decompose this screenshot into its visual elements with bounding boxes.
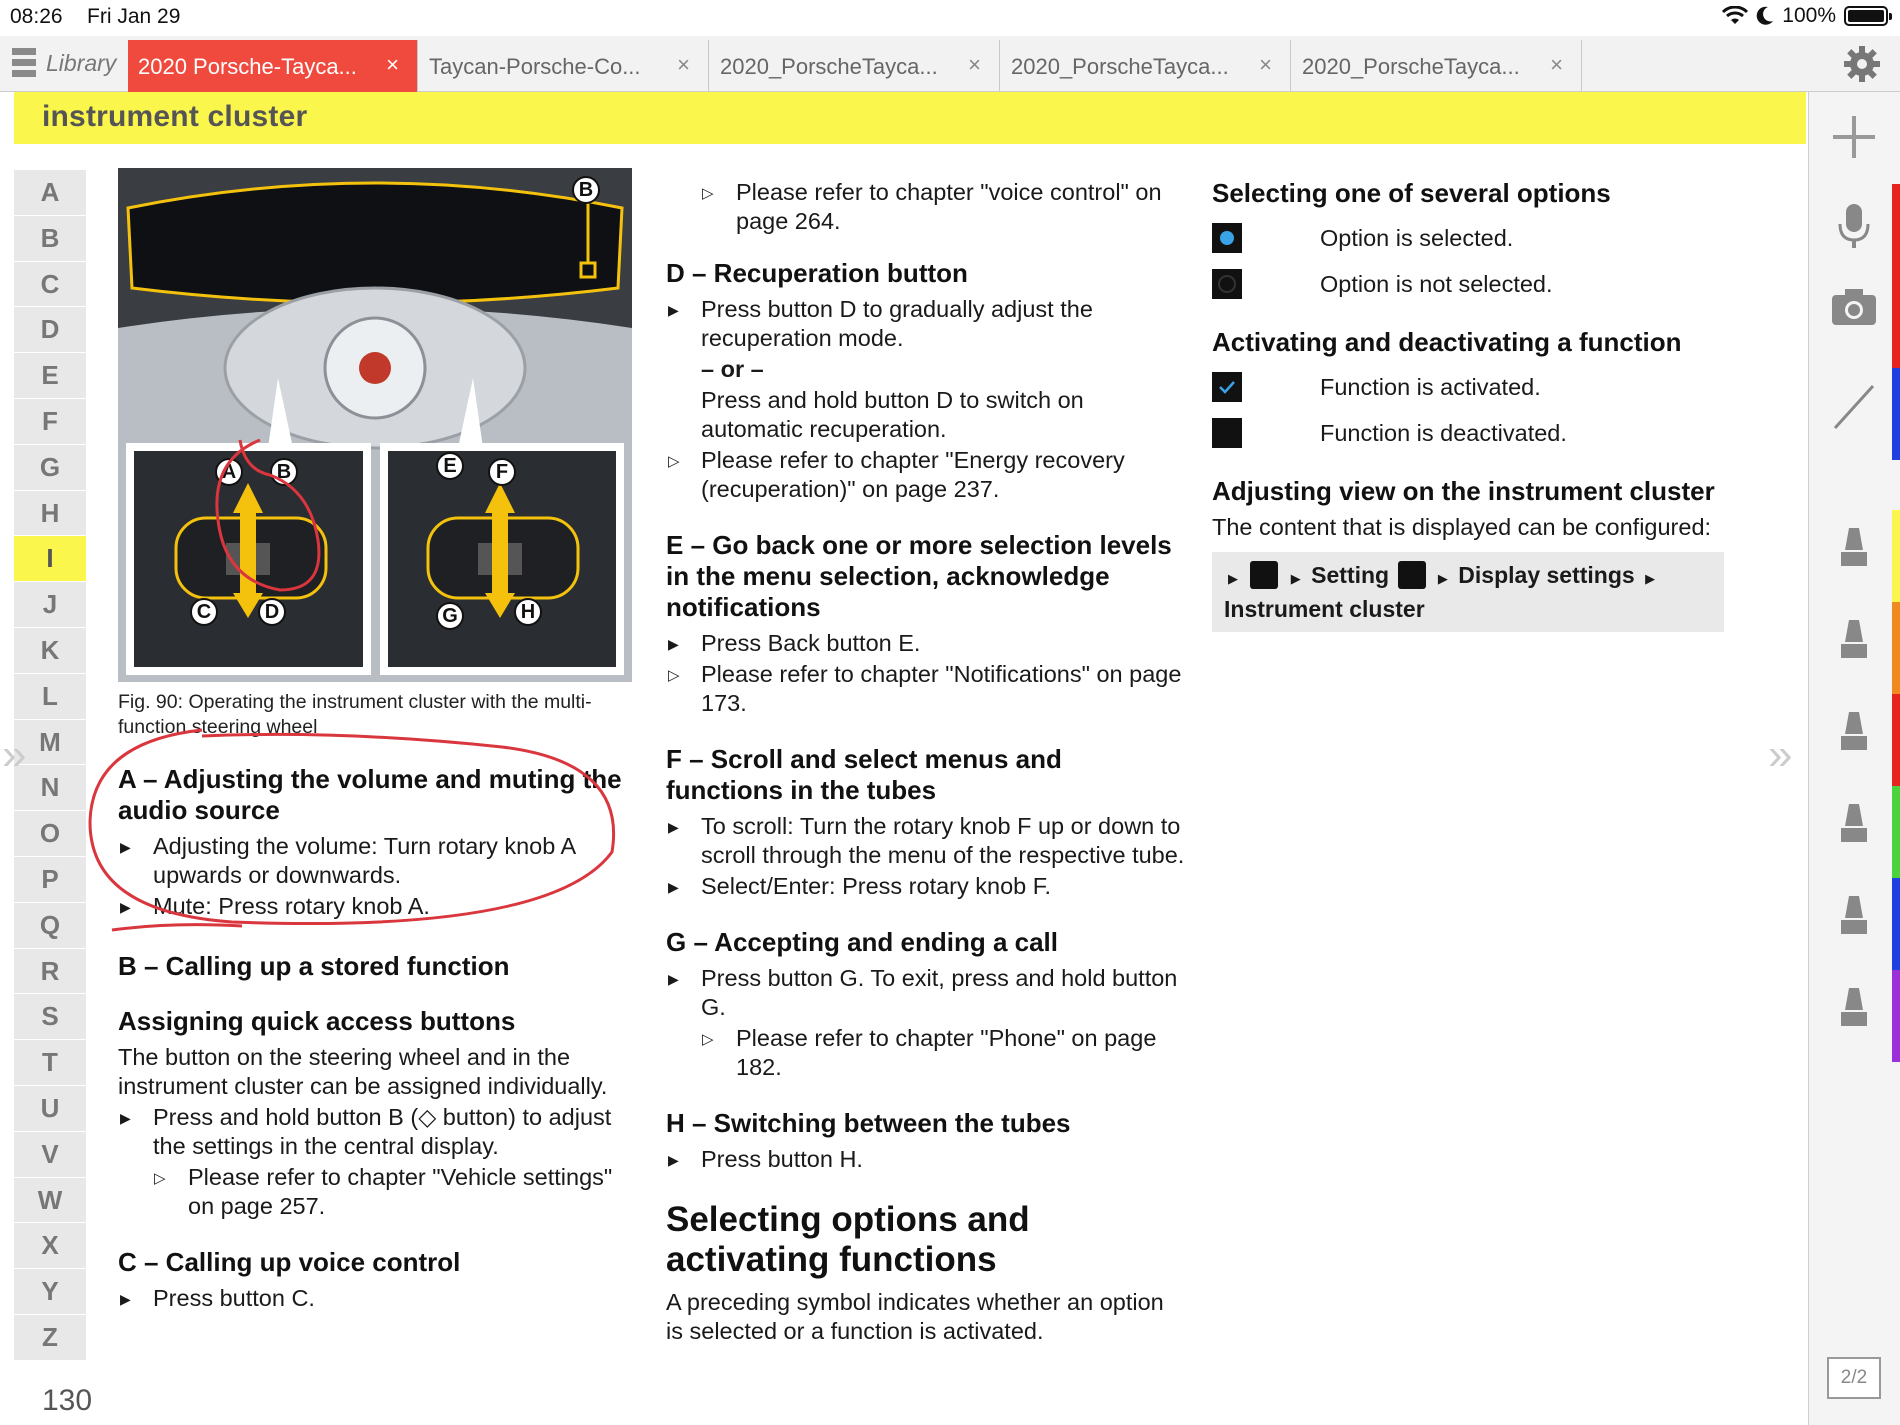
close-icon[interactable]: ×: [677, 52, 690, 77]
index-letter-a[interactable]: A: [14, 170, 86, 216]
close-icon[interactable]: ×: [1259, 52, 1272, 77]
function-deactivated-label: Function is deactivated.: [1320, 419, 1567, 446]
arrow-right-icon: ▶: [1645, 571, 1656, 586]
color-swatch-blue[interactable]: [1892, 878, 1900, 970]
figure-label-e: E: [436, 452, 464, 480]
highlighter-icon[interactable]: [1829, 890, 1879, 940]
option-not-selected-row: [1212, 261, 1732, 307]
battery-percent: 100%: [1782, 4, 1836, 27]
arrow-right-icon: ▶: [1228, 571, 1238, 586]
status-time: 08:26: [10, 5, 63, 28]
section-b-title: B – Calling up a stored function: [118, 951, 510, 981]
tab-3[interactable]: [710, 40, 1000, 92]
pen-icon[interactable]: [1829, 382, 1879, 432]
index-letter-t[interactable]: T: [14, 1040, 86, 1086]
index-letter-c[interactable]: C: [14, 262, 86, 308]
index-letter-p[interactable]: P: [14, 857, 86, 903]
index-letter-o[interactable]: O: [14, 811, 86, 857]
highlighter-icon[interactable]: [1829, 614, 1879, 664]
index-letter-l[interactable]: L: [14, 674, 86, 720]
section-h-bullet: ▶ Press button H.: [666, 1145, 1186, 1174]
section-c-title: C – Calling up voice control: [118, 1247, 461, 1277]
battery-icon: [1844, 6, 1888, 26]
page-number: 130: [42, 1384, 93, 1417]
figure-label-b2: B: [270, 458, 298, 486]
column-3: [1212, 178, 1732, 658]
tab-1[interactable]: [128, 40, 418, 92]
gear-icon[interactable]: [1842, 44, 1882, 84]
options-title: Selecting one of several options: [1212, 178, 1611, 208]
annotation-toolbar: [1808, 92, 1900, 1425]
column-2: [666, 178, 1186, 1372]
selecting-options-text: A preceding symbol indicates whether an option is selected or a function is activated.: [666, 1289, 1164, 1344]
section-d-text: Press and hold button D to switch on automatic recuperation.: [701, 387, 1084, 442]
option-selected-label: Option is selected.: [1320, 224, 1514, 251]
figure-label-a: A: [215, 458, 243, 486]
section-d-sub: ▷ Please refer to chapter "Energy recovery (recuperation)" on page 237.: [666, 446, 1186, 504]
section-g-title: G – Accepting and ending a call: [666, 927, 1059, 957]
close-icon[interactable]: ×: [386, 52, 399, 77]
index-letter-b[interactable]: B: [14, 216, 86, 262]
index-letter-f[interactable]: F: [14, 399, 86, 445]
index-letter-q[interactable]: Q: [14, 903, 86, 949]
color-swatch-purple[interactable]: [1892, 970, 1900, 1062]
moon-icon: [1756, 6, 1774, 26]
close-icon[interactable]: ×: [1550, 52, 1563, 77]
highlighter-icon[interactable]: [1829, 982, 1879, 1032]
figure-label-b: B: [572, 176, 600, 204]
section-c-bullet: ▶ Press button C.: [118, 1284, 638, 1313]
index-letter-d[interactable]: D: [14, 307, 86, 353]
microphone-icon[interactable]: [1829, 200, 1879, 250]
section-f-bullet: ▶ Select/Enter: Press rotary knob F.: [666, 872, 1186, 901]
section-a-bullet: ▶ Adjusting the volume: Turn rotary knob A upwards or downwards.: [118, 832, 638, 890]
index-letter-s[interactable]: S: [14, 994, 86, 1040]
index-letter-z[interactable]: Z: [14, 1315, 86, 1361]
section-a-bullet: ▶ Mute: Press rotary knob A.: [118, 892, 638, 921]
section-d-bullet: ▶ Press button D to gradually adjust the recuperation mode.: [666, 295, 1186, 353]
color-swatch-red[interactable]: [1892, 184, 1900, 368]
chapter-header: [14, 92, 1806, 144]
steering-wheel-figure: [118, 168, 632, 682]
option-not-selected-label: Option is not selected.: [1320, 270, 1553, 297]
tab-label: Taycan-Porsche-Co...: [429, 54, 641, 79]
camera-icon[interactable]: [1829, 282, 1879, 332]
nav-instrument-cluster: Instrument cluster: [1224, 596, 1425, 622]
index-letter-u[interactable]: U: [14, 1086, 86, 1132]
activate-title: Activating and deactivating a function: [1212, 327, 1682, 357]
figure-label-d: D: [258, 598, 286, 626]
index-letter-y[interactable]: Y: [14, 1269, 86, 1315]
figure-caption: Fig. 90: Operating the instrument cluster with the multi-function steering wheel: [118, 691, 592, 738]
function-deactivated-row: [1212, 410, 1732, 456]
figure-label-h: H: [514, 598, 542, 626]
previous-page-icon[interactable]: »: [2, 730, 27, 779]
index-letter-h[interactable]: H: [14, 491, 86, 537]
chapter-title: instrument cluster: [42, 100, 308, 133]
highlighter-icon[interactable]: [1829, 706, 1879, 756]
index-letter-k[interactable]: K: [14, 628, 86, 674]
page-indicator[interactable]: 2/2: [1827, 1357, 1881, 1399]
section-a-title: A – Adjusting the volume and muting the audio source: [118, 764, 622, 825]
view-title: Adjusting view on the instrument cluster: [1212, 476, 1715, 506]
voice-control-sub: ▷ Please refer to chapter "voice control" on page 264.: [666, 178, 1186, 236]
figure-label-c: C: [190, 598, 218, 626]
add-icon[interactable]: [1829, 112, 1879, 162]
annotation-circle-figure: [200, 430, 330, 600]
highlighter-icon[interactable]: [1829, 522, 1879, 572]
assign-sub: ▷ Please refer to chapter "Vehicle settings" on page 257.: [118, 1163, 638, 1221]
function-activated-row: [1212, 364, 1732, 410]
checkbox-checked-icon: [1212, 372, 1242, 402]
tab-4[interactable]: [1001, 40, 1291, 92]
section-f-title: F – Scroll and select menus and functions in the tubes: [666, 744, 1062, 805]
next-page-icon[interactable]: »: [1768, 730, 1793, 779]
section-e-bullet: ▶ Press Back button E.: [666, 629, 1186, 658]
library-icon: [12, 48, 36, 78]
navigation-path: [1212, 552, 1724, 632]
nav-display-settings: Display settings: [1458, 562, 1635, 588]
index-letter-v[interactable]: V: [14, 1132, 86, 1178]
index-letter-n[interactable]: N: [14, 765, 86, 811]
section-e-sub: ▷ Please refer to chapter "Notifications" on page 173.: [666, 660, 1186, 718]
checkbox-unchecked-icon: [1212, 418, 1242, 448]
close-icon[interactable]: ×: [968, 52, 981, 77]
tab-2[interactable]: [419, 40, 709, 92]
tab-bar: [0, 36, 1900, 92]
color-swatch-red[interactable]: [1892, 694, 1900, 786]
index-letter-g[interactable]: G: [14, 445, 86, 491]
library-label: Library: [46, 49, 117, 76]
section-e-title: E – Go back one or more selection levels in the menu selection, acknowledge notifications: [666, 530, 1172, 622]
wifi-icon: [1722, 6, 1748, 26]
color-swatch-blue[interactable]: [1892, 368, 1900, 460]
settings-gear-icon: [1398, 561, 1426, 589]
index-letter-w[interactable]: W: [14, 1178, 86, 1224]
color-swatch-orange[interactable]: [1892, 602, 1900, 694]
index-letter-r[interactable]: R: [14, 949, 86, 995]
index-letter-x[interactable]: X: [14, 1223, 86, 1269]
annotation-circle-section-a: [82, 722, 622, 942]
status-right: [1722, 4, 1888, 28]
status-date: Fri Jan 29: [87, 5, 181, 28]
figure-label-f: F: [488, 458, 516, 486]
section-g-sub: ▷ Please refer to chapter "Phone" on page 182.: [666, 1024, 1186, 1082]
library-button[interactable]: [12, 48, 116, 78]
assign-text: The button on the steering wheel and in the instrument cluster can be assigned individually.: [118, 1044, 608, 1099]
color-swatch-green[interactable]: [1892, 786, 1900, 878]
section-g-bullet: ▶ Press button G. To exit, press and hold button G.: [666, 964, 1186, 1022]
radio-unselected-icon: [1212, 269, 1242, 299]
radio-selected-icon: [1212, 223, 1242, 253]
option-selected-row: [1212, 215, 1732, 261]
view-text: The content that is displayed can be configured:: [1212, 514, 1712, 540]
section-d-or: – or –: [701, 356, 764, 382]
tab-label: 2020_PorscheTayca...: [1302, 54, 1520, 79]
assign-title: Assigning quick access buttons: [118, 1006, 516, 1036]
arrow-right-icon: ▶: [1437, 571, 1448, 586]
home-icon: [1250, 561, 1278, 589]
assign-bullet: ▶ Press and hold button B (◇ button) to adjust the settings in the central display.: [118, 1103, 638, 1161]
color-swatch-yellow[interactable]: [1892, 510, 1900, 602]
section-h-title: H – Switching between the tubes: [666, 1108, 1071, 1138]
nav-setting: Setting: [1311, 562, 1390, 588]
function-activated-label: Function is activated.: [1320, 373, 1541, 400]
index-letter-m[interactable]: M: [14, 720, 86, 766]
selecting-options-heading: Selecting options and activating functions: [666, 1200, 1030, 1279]
figure-label-g: G: [436, 602, 464, 630]
arrow-right-icon: ▶: [1290, 571, 1301, 586]
index-letter-j[interactable]: J: [14, 582, 86, 628]
index-letter-i[interactable]: I: [14, 536, 86, 582]
section-f-bullet: ▶ To scroll: Turn the rotary knob F up or down to scroll through the menu of the respective tube.: [666, 812, 1186, 870]
section-d-title: D – Recuperation button: [666, 258, 968, 288]
tab-label: 2020 Porsche-Tayca...: [138, 54, 357, 79]
tab-label: 2020_PorscheTayca...: [720, 54, 938, 79]
highlighter-icon[interactable]: [1829, 798, 1879, 848]
tab-label: 2020_PorscheTayca...: [1011, 54, 1229, 79]
tab-5[interactable]: [1292, 40, 1582, 92]
index-letter-e[interactable]: E: [14, 353, 86, 399]
status-bar: [0, 0, 1900, 34]
